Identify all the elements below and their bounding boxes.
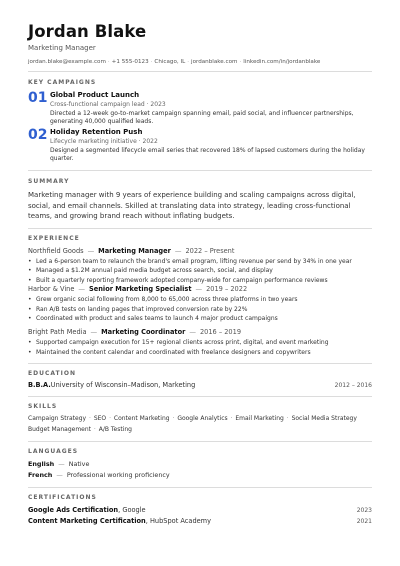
education-degree: B.B.A. bbox=[28, 381, 51, 390]
job-header: Bright Path Media — Marketing Coordinator — 2016 – 2019 bbox=[28, 328, 242, 337]
education-entry bbox=[28, 381, 372, 390]
job-header: Northfield Goods — Marketing Manager — 2022 – Present bbox=[28, 246, 235, 255]
job-bullets bbox=[28, 338, 372, 357]
contact-website[interactable]: jordanblake.com bbox=[191, 59, 238, 65]
list-item: • Led a 6-person team to relaunch the brand's email program, lifting revenue per send by 34% in one year bbox=[28, 257, 372, 267]
language-name: English bbox=[28, 460, 55, 469]
skill-item: Content Marketing bbox=[113, 415, 170, 423]
list-item: • Maintained the content calendar and coordinated with freelance designers and copywriters bbox=[28, 348, 372, 358]
divider bbox=[28, 396, 372, 397]
campaign-number: 01 bbox=[28, 90, 48, 106]
list-item: • Grew organic social following from 8,000 to 65,000 across three platforms in two years bbox=[28, 295, 372, 305]
skill-item: Email Marketing bbox=[235, 415, 284, 423]
divider bbox=[28, 363, 372, 364]
education-section bbox=[28, 370, 372, 390]
divider bbox=[28, 487, 372, 488]
certification-name: Content Marketing Certification bbox=[28, 517, 146, 526]
education-heading: EDUCATION bbox=[28, 370, 76, 378]
job-dates: 2016 – 2019 bbox=[199, 328, 242, 337]
campaign-description: Directed a 12-week go-to-market campaign spanning email, paid social, and influencer partnerships, generating 40,000 qualified leads. bbox=[50, 110, 354, 125]
skill-item: A/B Testing bbox=[98, 426, 132, 434]
campaign-description: Designed a segmented lifecycle email series that recovered 18% of lapsed customers during the holiday quarter. bbox=[50, 147, 365, 162]
contact-phone: +1 555-0123 bbox=[111, 59, 149, 65]
job-role: Marketing Coordinator bbox=[101, 328, 186, 337]
contact-separator: · bbox=[239, 59, 242, 65]
certification-name: Google Ads Certification bbox=[28, 506, 119, 515]
campaign-number: 02 bbox=[28, 127, 48, 143]
job-header: Harbor & Vine — Senior Marketing Specialist — 2019 – 2022 bbox=[28, 285, 248, 294]
campaign-item bbox=[28, 91, 372, 126]
language-level: Native bbox=[68, 460, 90, 469]
job-company: Bright Path Media bbox=[28, 328, 87, 337]
campaign-meta: Cross-functional campaign lead · 2023 bbox=[50, 101, 166, 108]
list-item: • Built a quarterly reporting framework adopted company-wide for campaign performance reviews bbox=[28, 276, 372, 286]
certification-issuer: HubSpot Academy bbox=[149, 517, 212, 526]
languages-section bbox=[28, 448, 372, 481]
certifications-heading: CERTIFICATIONS bbox=[28, 494, 97, 502]
list-item: • Coordinated with product and sales teams to launch 4 major product campaigns bbox=[28, 314, 372, 324]
language-name: French bbox=[28, 471, 53, 480]
list-item: • Supported campaign execution for 15+ regional clients across print, digital, and event marketing bbox=[28, 338, 372, 348]
certification-entry: Content Marketing Certification, HubSpot Academy 2021 bbox=[28, 517, 372, 526]
candidate-title: Marketing Manager bbox=[28, 44, 96, 52]
education-years: 2012 – 2016 bbox=[334, 382, 372, 390]
summary-text: Marketing manager with 9 years of experience building and scaling campaigns across digital, social, and email channels. Skilled at translating data into strategy, leading cross-functional teams, and growing brand reach without inflating budgets. bbox=[28, 191, 356, 220]
job-company: Northfield Goods bbox=[28, 246, 84, 255]
experience-section bbox=[28, 235, 372, 358]
skills-list: Campaign Strategy · SEO · Content Marketing · Google Analytics · Email Marketing · Social Media Strategy Budget Management · A/B Testing bbox=[28, 415, 357, 434]
campaign-item bbox=[28, 128, 372, 163]
key-campaigns-section bbox=[28, 79, 372, 163]
contact-email[interactable]: jordan.blake@example.com bbox=[28, 59, 106, 65]
job-role: Marketing Manager bbox=[98, 246, 171, 255]
language-entry: French — Professional working proficiency bbox=[28, 471, 170, 480]
job-dates: 2022 – Present bbox=[185, 246, 235, 255]
job-company: Harbor & Vine bbox=[28, 285, 75, 294]
certification-year: 2021 bbox=[356, 518, 372, 526]
list-item: • Ran A/B tests on landing pages that improved conversion rate by 22% bbox=[28, 305, 372, 315]
candidate-name: Jordan Blake bbox=[28, 22, 147, 41]
contact-linkedin[interactable]: linkedin.com/in/jordanblake bbox=[243, 59, 321, 65]
campaign-title: Holiday Retention Push bbox=[50, 128, 143, 136]
skill-item: Campaign Strategy bbox=[28, 415, 87, 423]
key-campaigns-heading: KEY CAMPAIGNS bbox=[28, 79, 97, 86]
resume-page bbox=[28, 22, 372, 527]
certifications-section bbox=[28, 494, 372, 527]
certification-entry: Google Ads Certification, Google 2023 bbox=[28, 506, 372, 515]
divider bbox=[28, 228, 372, 229]
campaign-meta: Lifecycle marketing initiative · 2022 bbox=[50, 138, 158, 145]
skills-section bbox=[28, 403, 372, 435]
job-bullets bbox=[28, 295, 372, 324]
certification-issuer: Google bbox=[122, 506, 146, 515]
job-dates: 2019 – 2022 bbox=[206, 285, 248, 294]
job-bullets bbox=[28, 257, 372, 286]
skills-heading: SKILLS bbox=[28, 403, 58, 411]
list-item: • Managed a $1.2M annual paid media budget across search, social, and display bbox=[28, 266, 372, 276]
job-role: Senior Marketing Specialist bbox=[89, 285, 192, 294]
contact-separator: · bbox=[107, 59, 110, 65]
contact-separator: · bbox=[150, 59, 153, 65]
summary-heading: SUMMARY bbox=[28, 178, 70, 185]
divider bbox=[28, 441, 372, 442]
contact-location: Chicago, IL bbox=[154, 59, 186, 65]
contact-line bbox=[28, 58, 372, 66]
summary-section bbox=[28, 178, 372, 222]
certification-year: 2023 bbox=[356, 507, 372, 515]
divider bbox=[28, 170, 372, 171]
skill-item: SEO bbox=[93, 415, 107, 423]
skill-item: Social Media Strategy bbox=[291, 415, 357, 423]
contact-separator: · bbox=[187, 59, 190, 65]
divider bbox=[28, 71, 372, 72]
language-level: Professional working proficiency bbox=[66, 471, 170, 480]
skill-item: Google Analytics bbox=[177, 415, 228, 423]
education-school: University of Wisconsin–Madison, Marketing bbox=[50, 381, 196, 390]
languages-heading: LANGUAGES bbox=[28, 448, 79, 456]
campaign-title: Global Product Launch bbox=[50, 91, 140, 99]
skill-item: Budget Management bbox=[28, 426, 92, 434]
language-entry: English — Native bbox=[28, 460, 90, 469]
experience-heading: EXPERIENCE bbox=[28, 234, 80, 242]
